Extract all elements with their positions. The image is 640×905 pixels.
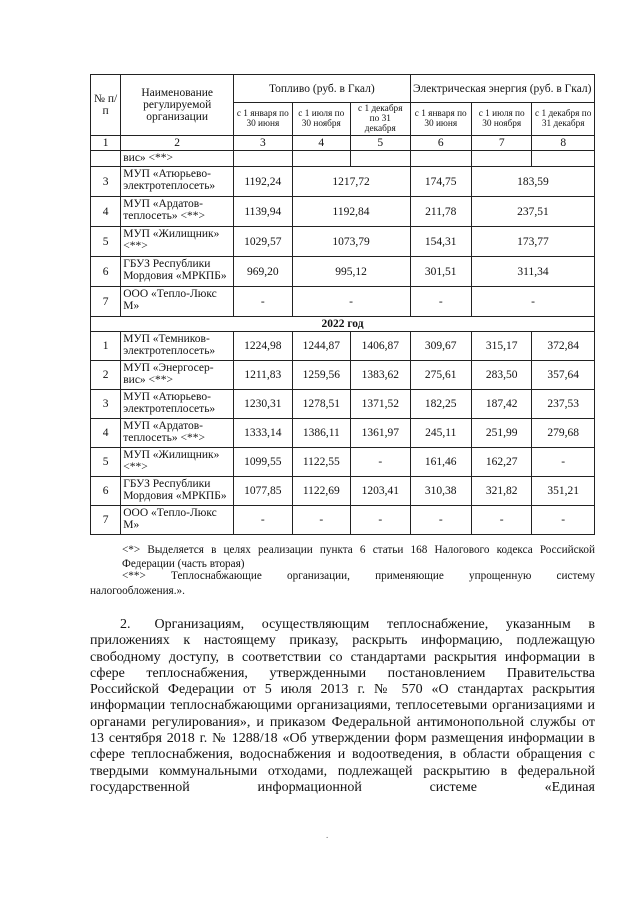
continuation-text: вис» <**> xyxy=(121,151,234,167)
power-value: 173,77 xyxy=(471,227,594,257)
power-value: 310,38 xyxy=(410,477,471,506)
table-row xyxy=(91,477,595,506)
table-row xyxy=(91,257,595,287)
index-cell: 8 xyxy=(532,136,595,151)
power-value: 154,31 xyxy=(410,227,471,257)
index-cell: 4 xyxy=(292,136,350,151)
fuel-value: 1224,98 xyxy=(234,332,292,361)
table-row xyxy=(91,197,595,227)
power-value: - xyxy=(471,506,531,535)
fuel-value: 1361,97 xyxy=(351,419,410,448)
org-name: ООО «Тепло-Люкс М» xyxy=(121,287,234,317)
row-number: 5 xyxy=(91,448,121,477)
fuel-value: 1278,51 xyxy=(292,390,350,419)
index-cell: 1 xyxy=(91,136,121,151)
header-fuel-p3: с 1 декабря по 31 декабря xyxy=(351,103,410,136)
index-cell: 2 xyxy=(121,136,234,151)
row-number: 4 xyxy=(91,197,121,227)
header-fuel-p2: с 1 июля по 30 ноября xyxy=(292,103,350,136)
fuel-value: - xyxy=(292,506,350,535)
power-value: 315,17 xyxy=(471,332,531,361)
fuel-value: 1333,14 xyxy=(234,419,292,448)
row-number: 2 xyxy=(91,361,121,390)
power-value: - xyxy=(532,448,595,477)
table-row xyxy=(91,287,595,317)
index-cell: 6 xyxy=(410,136,471,151)
footnote-2-continuation: налогообложения.». xyxy=(90,585,185,597)
fuel-value: 1211,83 xyxy=(234,361,292,390)
row-number: 5 xyxy=(91,227,121,257)
power-value: 321,82 xyxy=(471,477,531,506)
power-value: - xyxy=(410,506,471,535)
power-value: 237,51 xyxy=(471,197,594,227)
org-name: ГБУЗ Республики Мордовия «МРКПБ» xyxy=(121,477,234,506)
fuel-value: 1383,62 xyxy=(351,361,410,390)
power-value: 162,27 xyxy=(471,448,531,477)
fuel-value: 1386,11 xyxy=(292,419,350,448)
table-row xyxy=(91,419,595,448)
org-name: МУП «Темников-электротеплосеть» xyxy=(121,332,234,361)
power-value: 187,42 xyxy=(471,390,531,419)
fuel-value: - xyxy=(351,506,410,535)
fuel-value: 1192,84 xyxy=(292,197,410,227)
power-value: 237,53 xyxy=(532,390,595,419)
power-value: 283,50 xyxy=(471,361,531,390)
power-value: 183,59 xyxy=(471,167,594,197)
tariff-table-body xyxy=(91,75,595,535)
fuel-value: - xyxy=(234,506,292,535)
fuel-value: - xyxy=(292,287,410,317)
power-value: - xyxy=(410,287,471,317)
fuel-value: 1192,24 xyxy=(234,167,292,197)
paragraph-2 xyxy=(90,617,595,796)
fuel-value: 1139,94 xyxy=(234,197,292,227)
power-value: 251,99 xyxy=(471,419,531,448)
fuel-value: 1259,56 xyxy=(292,361,350,390)
org-name: МУП «Жилищник» <**> xyxy=(121,448,234,477)
fuel-value: 969,20 xyxy=(234,257,292,287)
row-number: 3 xyxy=(91,167,121,197)
org-name: ООО «Тепло-Люкс М» xyxy=(121,506,234,535)
index-cell: 7 xyxy=(471,136,531,151)
fuel-value: 1203,41 xyxy=(351,477,410,506)
header-power-p3: с 1 декабря по 31 декабря xyxy=(532,103,595,136)
table-row xyxy=(91,506,595,535)
table-row xyxy=(91,167,595,197)
power-value: 357,64 xyxy=(532,361,595,390)
power-value: - xyxy=(471,287,594,317)
row-number: 3 xyxy=(91,390,121,419)
row-number: 6 xyxy=(91,477,121,506)
row-number: 1 xyxy=(91,332,121,361)
fuel-value: - xyxy=(351,448,410,477)
fuel-value: 1122,55 xyxy=(292,448,350,477)
year-row xyxy=(91,317,595,332)
header-fuel-p1: с 1 января по 30 июня xyxy=(234,103,292,136)
header-power-p2: с 1 июля по 30 ноября xyxy=(471,103,531,136)
index-cell: 3 xyxy=(234,136,292,151)
footnote-2: <**> Теплоснабжающие организации, применяющие упрощенную систему xyxy=(122,570,595,582)
fuel-value: 1077,85 xyxy=(234,477,292,506)
org-name: МУП «Ардатов-теплосеть» <**> xyxy=(121,419,234,448)
index-cell: 5 xyxy=(351,136,410,151)
power-value: 211,78 xyxy=(410,197,471,227)
row-number: 6 xyxy=(91,257,121,287)
header-fuel: Топливо (руб. в Гкал) xyxy=(234,75,410,103)
power-value: 309,67 xyxy=(410,332,471,361)
fuel-value: 1230,31 xyxy=(234,390,292,419)
power-value: 174,75 xyxy=(410,167,471,197)
org-name: МУП «Жилищник» <**> xyxy=(121,227,234,257)
row-number: 7 xyxy=(91,506,121,535)
power-value: - xyxy=(532,506,595,535)
power-value: 301,51 xyxy=(410,257,471,287)
header-index-row xyxy=(91,136,595,151)
table-row xyxy=(91,361,595,390)
power-value: 161,46 xyxy=(410,448,471,477)
table-row xyxy=(91,448,595,477)
power-value: 351,21 xyxy=(532,477,595,506)
table-row xyxy=(91,332,595,361)
fuel-value: 1073,79 xyxy=(292,227,410,257)
power-value: 182,25 xyxy=(410,390,471,419)
tariff-table xyxy=(90,74,595,535)
table-row xyxy=(91,390,595,419)
row-number: 4 xyxy=(91,419,121,448)
org-name: МУП «Энергосер-вис» <**> xyxy=(121,361,234,390)
power-value: 275,61 xyxy=(410,361,471,390)
power-value: 245,11 xyxy=(410,419,471,448)
org-name: МУП «Атюрьево-электротеплосеть» xyxy=(121,390,234,419)
footnote-1: <*> Выделяется в целях реализации пункта 6 статьи 168 Налогового кодекса Российской Федерации (часть вторая) xyxy=(122,544,595,570)
org-name: МУП «Ардатов-теплосеть» <**> xyxy=(121,197,234,227)
fuel-value: - xyxy=(234,287,292,317)
power-value: 279,68 xyxy=(532,419,595,448)
paragraph-text: Организациям, осуществляющим теплоснабжение, указанным в приложениях к настоящему приказу, раскрыть информацию, подлежащую свободному доступу, в соответствии со стандартами раскрытия информации в сфере теплоснабжения, утвержденными постановлением Правительства Российской Федерации от 5 июля 2013 г. № 570 «О стандартах раскрытия информации теплоснабжающими организациями, теплосетевыми организациями и органами регулирования», и приказом Федеральной антимонопольной службы от 13 сентября 2018 г. № 1288/18 «Об утверждении форм размещения информации в сфере теплоснабжения, водоснабжения и водоотведения, в области обращения с твердыми коммунальными отходами, подлежащей раскрытию в федеральной государственной информационной системе «Единая xyxy=(90,617,595,795)
org-name: ГБУЗ Республики Мордовия «МРКПБ» xyxy=(121,257,234,287)
fuel-value: 1371,52 xyxy=(351,390,410,419)
header-org-name: Наименование регулируемой организации xyxy=(121,75,234,136)
year-label: 2022 год xyxy=(91,317,595,332)
table-row xyxy=(91,227,595,257)
paragraph-number: 2. xyxy=(120,617,131,632)
continuation-row xyxy=(91,151,595,167)
header-power-p1: с 1 января по 30 июня xyxy=(410,103,471,136)
fuel-value: 1244,87 xyxy=(292,332,350,361)
fuel-value: 1406,87 xyxy=(351,332,410,361)
header-num: № п/п xyxy=(91,75,121,136)
row-number: 7 xyxy=(91,287,121,317)
fuel-value: 1029,57 xyxy=(234,227,292,257)
org-name: МУП «Атюрьево-электротеплосеть» xyxy=(121,167,234,197)
page-mark: . xyxy=(326,830,329,840)
power-value: 372,84 xyxy=(532,332,595,361)
power-value: 311,34 xyxy=(471,257,594,287)
fuel-value: 1122,69 xyxy=(292,477,350,506)
fuel-value: 1217,72 xyxy=(292,167,410,197)
header-power: Электрическая энергия (руб. в Гкал) xyxy=(410,75,595,103)
fuel-value: 1099,55 xyxy=(234,448,292,477)
fuel-value: 995,12 xyxy=(292,257,410,287)
